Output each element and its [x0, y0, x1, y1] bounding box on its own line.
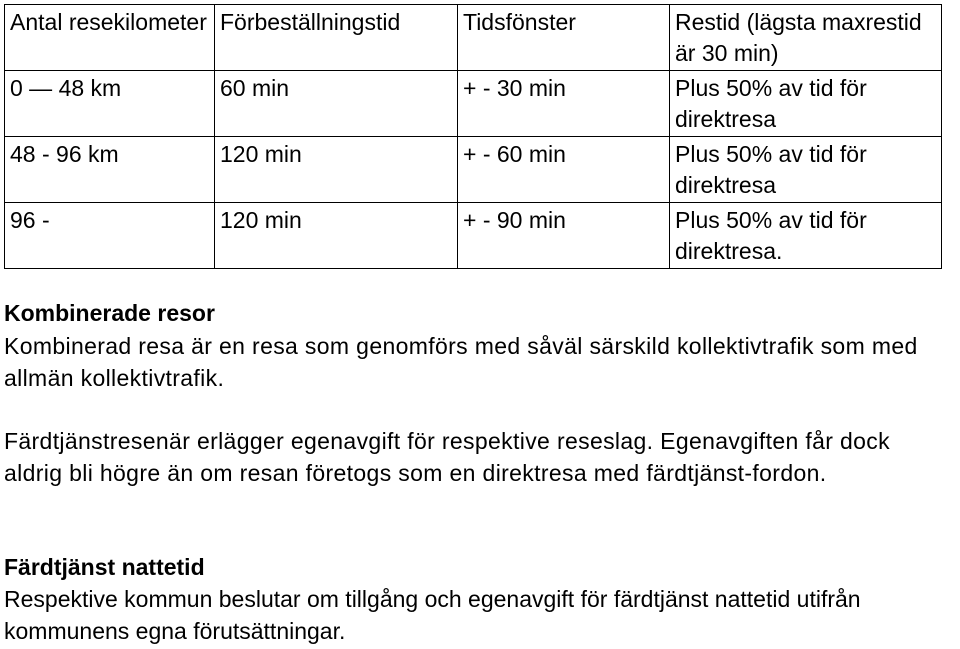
table-cell: 120 min	[215, 137, 458, 203]
table-cell: 48 - 96 km	[5, 137, 215, 203]
night-service-heading: Färdtjänst nattetid	[4, 554, 205, 580]
header-cell-distance: Antal resekilometer	[5, 5, 215, 71]
table-cell: 96 -	[5, 203, 215, 269]
table-cell: Plus 50% av tid för direktresa	[670, 71, 942, 137]
table-cell: Plus 50% av tid för direktresa.	[670, 203, 942, 269]
table-row	[5, 137, 942, 203]
table-cell: 60 min	[215, 71, 458, 137]
table-cell: 0 — 48 km	[5, 71, 215, 137]
travel-rules-table	[4, 4, 942, 269]
fee-paragraph: Färdtjänstresenär erlägger egenavgift för respektive reseslag. Egenavgiften får dock aldrig bli högre än om resan företogs som en direktresa med färdtjänst-fordon.	[4, 428, 890, 486]
table-cell: + - 30 min	[458, 71, 670, 137]
combined-trips-paragraph: Kombinerad resa är en resa som genomförs med såväl särskild kollektivtrafik som med allmän kollektivtrafik.	[4, 333, 918, 391]
table-cell: 120 min	[215, 203, 458, 269]
table-cell: + - 60 min	[458, 137, 670, 203]
table-cell: Plus 50% av tid för direktresa	[670, 137, 942, 203]
header-cell-time-window: Tidsfönster	[458, 5, 670, 71]
header-cell-booking-time: Förbeställningstid	[215, 5, 458, 71]
table-cell: + - 90 min	[458, 203, 670, 269]
table-row	[5, 71, 942, 137]
combined-trips-heading: Kombinerade resor	[4, 300, 215, 326]
header-cell-travel-time: Restid (lägsta maxrestid är 30 min)	[670, 5, 942, 71]
table-row	[5, 203, 942, 269]
table-header-row	[5, 5, 942, 71]
night-service-paragraph: Respektive kommun beslutar om tillgång och egenavgift för färdtjänst nattetid utifrån kommunens egna förutsättningar.	[4, 586, 861, 644]
